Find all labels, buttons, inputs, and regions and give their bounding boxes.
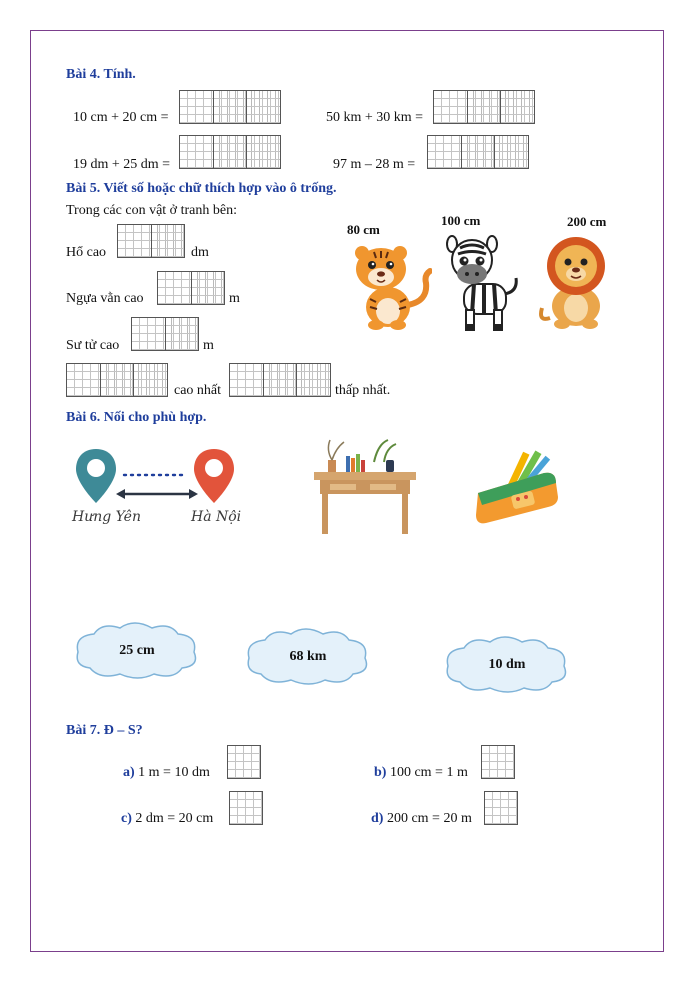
bai5-title: Bài 5. Viết số hoặc chữ thích hợp vào ô trống. [66,181,337,196]
zebra-height-value: 100 cm [441,213,481,228]
bai7-text-d: 200 cm = 20 m [386,811,472,826]
cloud-label: 10 dm [488,657,526,672]
location-pin-icon [194,449,234,503]
location-pin-icon [76,449,116,503]
lion-illustration [538,236,612,332]
desk-illustration [312,438,418,536]
bai4-item-4: 97 m – 28 m = [333,157,416,172]
true-false-box[interactable] [229,791,263,825]
bai7-item-b [374,765,468,781]
answer-box[interactable] [157,271,225,305]
tiger-unit: dm [191,245,209,260]
bai7-letter-b: b) [374,765,387,780]
bai5-intro: Trong các con vật ở tranh bên: [66,203,237,218]
bai4-item-3: 19 dm + 25 dm = [73,157,171,172]
shortest-text: thấp nhất. [335,383,391,398]
true-false-box[interactable] [481,745,515,779]
answer-box[interactable] [179,90,281,124]
pencil-case-illustration [474,443,560,529]
bai7-item-c [121,811,213,827]
bai7-item-d [371,811,472,827]
bai7-letter-a: a) [123,765,135,780]
cloud-card-2[interactable] [242,626,374,688]
answer-box[interactable] [117,224,185,258]
lion-height-label: Sư tử cao [66,338,120,353]
cloud-label: 25 cm [119,643,155,658]
bai6-title: Bài 6. Nối cho phù hợp. [66,410,207,425]
tiger-height-value: 80 cm [347,222,380,237]
bai7-letter-d: d) [371,811,384,826]
answer-box[interactable] [179,135,281,169]
bai7-text-a: 1 m = 10 dm [138,765,210,780]
bai7-title: Bài 7. Đ – S? [66,723,143,738]
lion-unit: m [203,338,214,353]
answer-box[interactable] [433,90,535,124]
zebra-unit: m [229,291,240,306]
map-to-label: Hà Nội [191,509,242,525]
answer-box[interactable] [131,317,199,351]
map-from-label: Hưng Yên [72,509,141,525]
answer-box[interactable] [66,363,168,397]
lion-height-value: 200 cm [567,214,607,229]
bai7-text-c: 2 dm = 20 cm [135,811,214,826]
bai4-title: Bài 4. Tính. [66,67,136,82]
answer-box[interactable] [229,363,331,397]
bai7-text-b: 100 cm = 1 m [389,765,468,780]
bai4-item-1: 10 cm + 20 cm = [73,110,169,125]
bai7-item-a [123,765,210,781]
cloud-card-1[interactable] [72,620,202,682]
tiger-height-label: Hổ cao [66,245,107,260]
bai4-item-2: 50 km + 30 km = [326,110,424,125]
cloud-label: 68 km [289,649,327,664]
zebra-height-label: Ngựa vằn cao [66,291,144,306]
true-false-box[interactable] [227,745,261,779]
zebra-illustration [444,234,524,334]
true-false-box[interactable] [484,791,518,825]
cloud-card-3[interactable] [442,634,572,696]
tallest-text: cao nhất [174,383,222,398]
answer-box[interactable] [427,135,529,169]
bai7-letter-c: c) [121,811,132,826]
tiger-illustration [350,243,432,331]
